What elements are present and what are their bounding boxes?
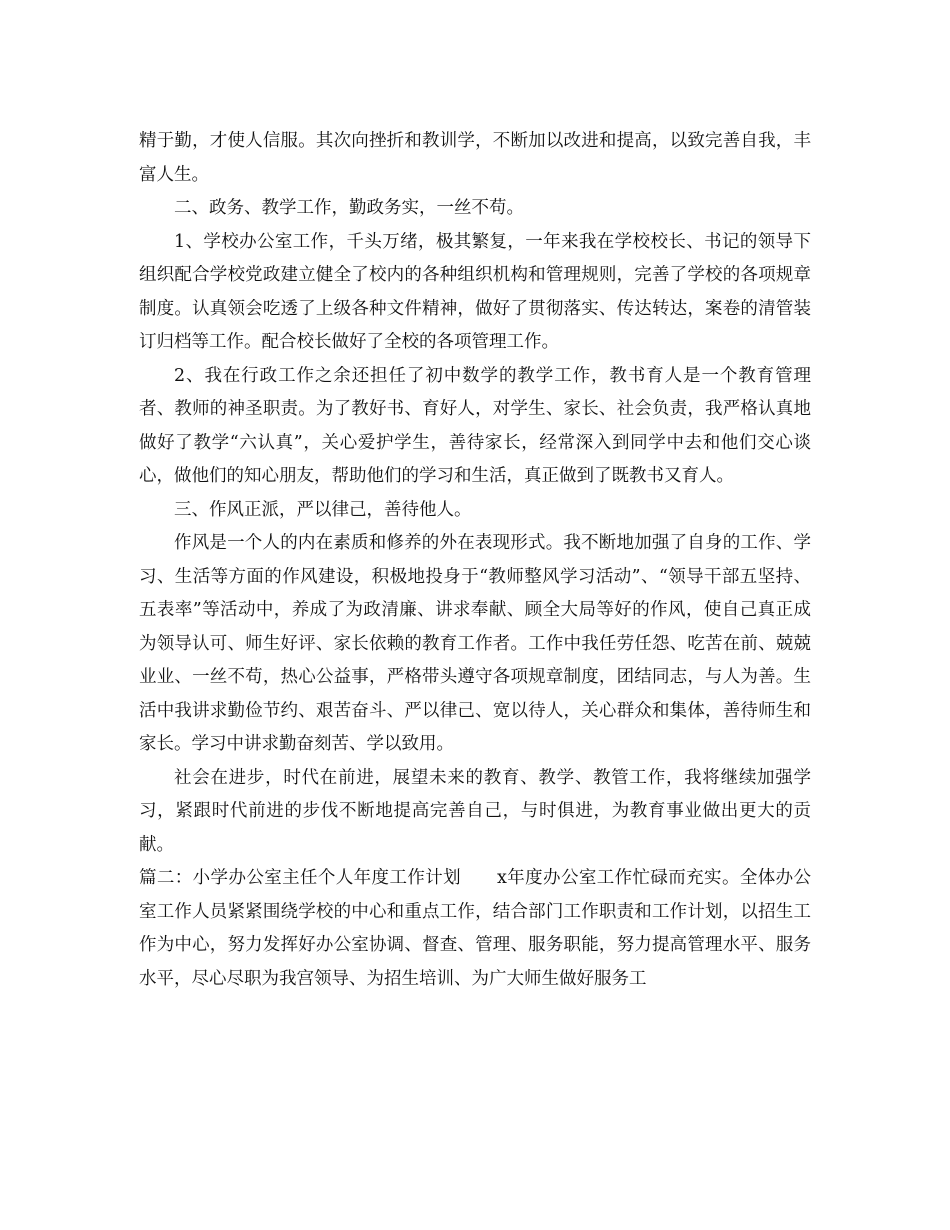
paragraph-office-work: 1、学校办公室工作，千头万绪，极其繁复，一年来我在学校校长、书记的领导下组织配合学校党政建立健全了校内的各种组织机构和管理规则，完善了学校的各项规章制度。认真领会吃透了上级各种文件精神，做好了贯彻落实、传达转达，案卷的清管装订归档等工作。配合校长做好了全校的各项管理工作。 bbox=[139, 231, 811, 352]
paragraph-outlook: 社会在进步，时代在前进，展望未来的教育、教学、教管工作，我将继续加强学习，紧跟时代前进的步伐不断地提高完善自己，与时俱进，为教育事业做出更大的贡献。 bbox=[139, 767, 811, 855]
section-two-body: x年度办公室工作忙碌而充实。全体办公室工作人员紧紧围绕学校的中心和重点工作，结合部门工作职责和工作计划，以招生工作为中心，努力发挥好办公室协调、督查、管理、服务职能，努力提高管理水平、服务水平，尽心尽职为我宫领导、为招生培训、为广大师生做好服务工 bbox=[139, 868, 812, 989]
paragraph-continuation: 精于勤，才使人信服。其次向挫折和教训学，不断加以改进和提高，以致完善自我，丰富人生。 bbox=[139, 131, 811, 185]
paragraph-teaching-work: 2、我在行政工作之余还担任了初中数学的教学工作，教书育人是一个教育管理者、教师的神圣职责。为了教好书、育好人，对学生、家长、社会负责，我严格认真地做好了教学“六认真”，关心爱护学生，善待家长，经常深入到同学中去和他们交心谈心，做他们的知心朋友，帮助他们的学习和生活，真正做到了既教书又育人。 bbox=[139, 365, 811, 486]
section-two bbox=[139, 862, 811, 996]
section-heading-conduct: 三、作风正派，严以律己，善待他人。 bbox=[174, 499, 472, 520]
document-body bbox=[139, 125, 811, 996]
section-two-heading: 篇二：小学办公室主任个人年度工作计划 bbox=[139, 868, 462, 888]
paragraph-conduct: 作风是一个人的内在素质和修养的外在表现形式。我不断地加强了自身的工作、学习、生活等方面的作风建设，积极地投身于“教师整风学习活动”、“领导干部五坚持、五表率”等活动中，养成了为政清廉、讲求奉献、顾全大局等好的作风，使自己真正成为领导认可、师生好评、家长依赖的教育工作者。工作中我任劳任怨、吃苦在前、兢兢业业、一丝不苟，热心公益事，严格带头遵守各项规章制度，团结同志，与人为善。生活中我讲求勤俭节约、艰苦奋斗、严以律己、宽以待人，关心群众和集体，善待师生和家长。学习中讲求勤奋刻苦、学以致用。 bbox=[139, 533, 811, 754]
section-heading-politics-teaching: 二、政务、教学工作，勤政务实，一丝不苟。 bbox=[174, 198, 524, 218]
